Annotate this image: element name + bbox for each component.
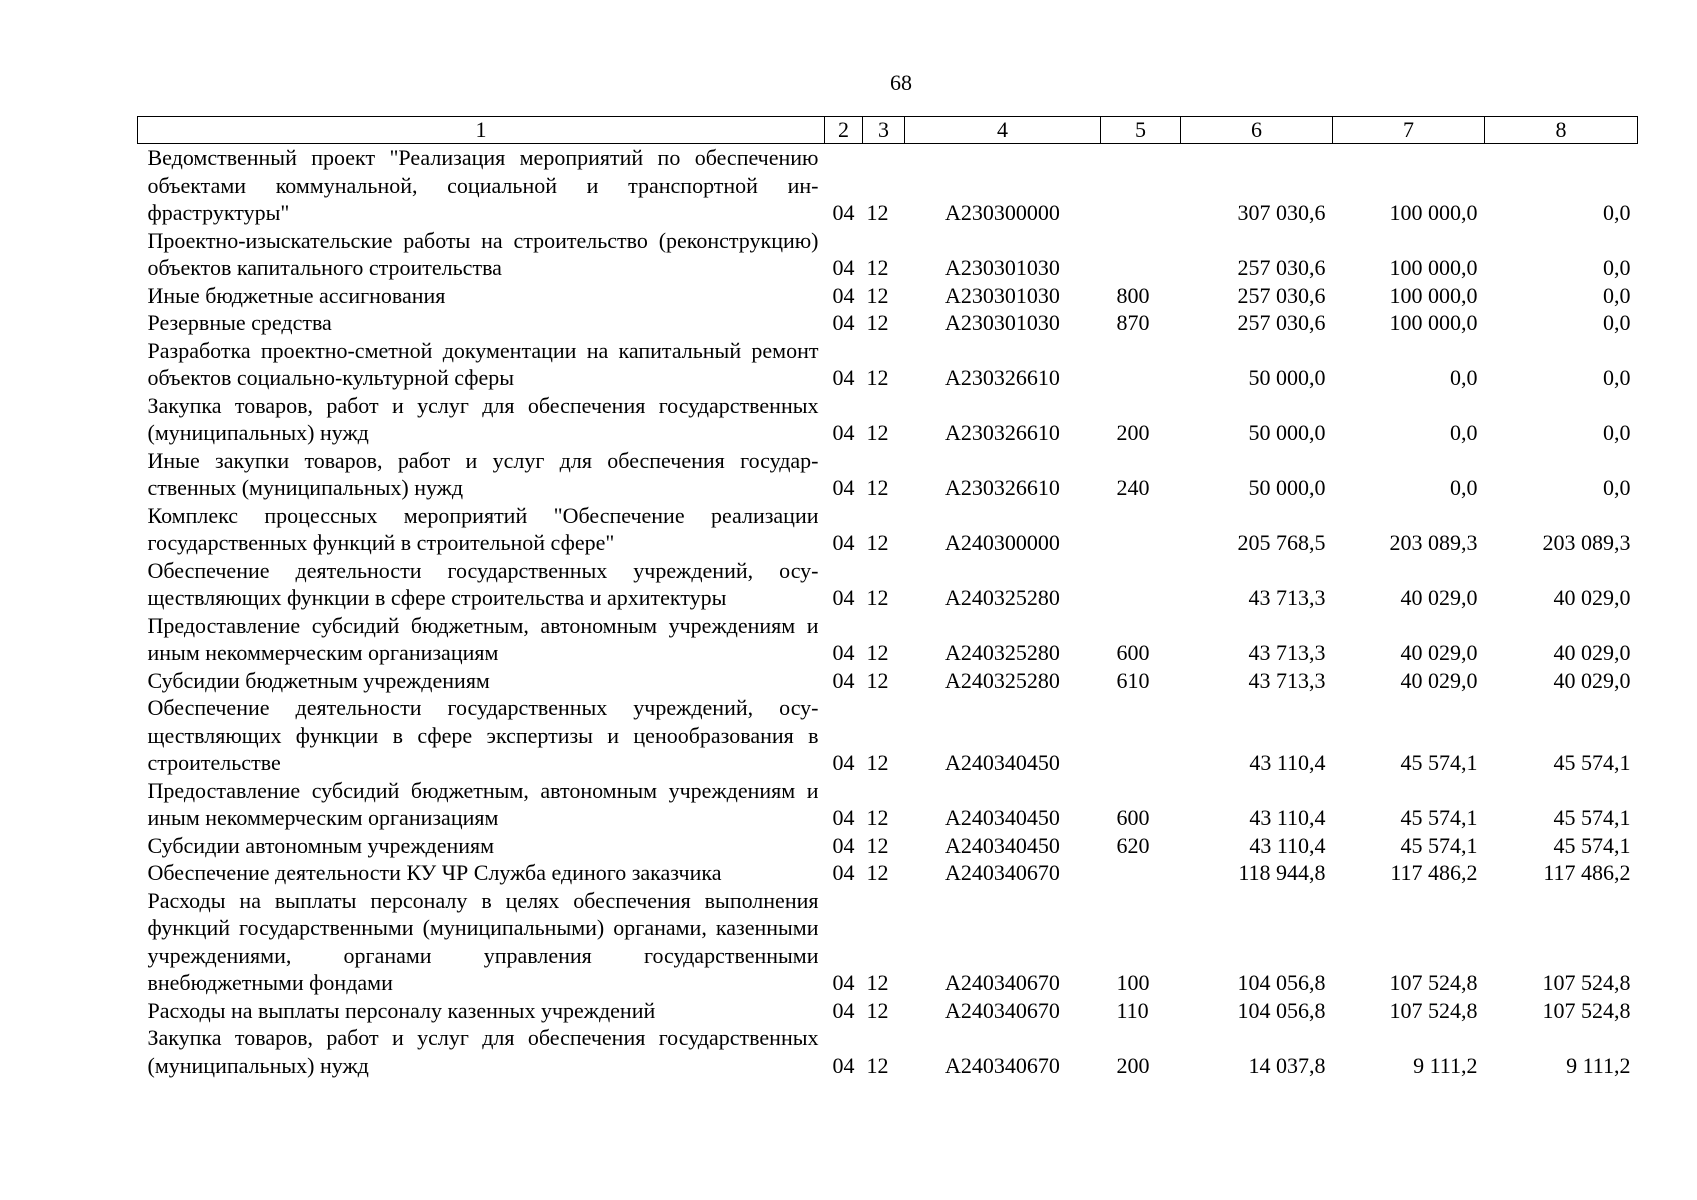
table-row [138,337,1638,392]
row-name: Субсидии автономным учреждениям [147,832,495,858]
table-row [138,447,1638,502]
amount-column-7: 117 486,2 [1390,860,1478,885]
row-name: Закупка товаров, работ и услуг для обеспечения государственных (муниципальных) нужд [147,1025,819,1078]
section-code: 04 [832,310,855,335]
subsection-code: 12 [866,420,889,445]
expense-type-code: 800 [1116,282,1150,308]
target-article-code: А230326610 [945,475,1060,500]
amount-column-7: 0,0 [1450,365,1478,390]
amount-column-7: 100 000,0 [1389,310,1478,335]
row-name: Расходы на выплаты персоналу в целях обеспечения выполнения функций государственными (муниципальными) органами, казенными учреждениями, органами управления государственными внебюджетными фондами [147,887,819,995]
row-name: Обеспечение деятельности государственных учреждений, осуществляющих функции в сфере экспертизы и ценообразования в строительстве [147,695,819,775]
subsection-code: 12 [866,365,889,390]
target-article-code: А230301030 [945,282,1060,308]
amount-column-7: 107 524,8 [1389,997,1478,1023]
column-number-4: 4 [905,117,1101,144]
expense-type-code: 200 [1116,420,1150,445]
amount-column-8: 0,0 [1603,310,1631,335]
amount-column-8: 0,0 [1603,475,1631,500]
amount-column-8: 117 486,2 [1543,860,1631,885]
amount-column-8: 0,0 [1603,365,1631,390]
table-row [138,997,1638,1025]
amount-column-6: 14 037,8 [1248,1052,1326,1078]
section-code: 04 [832,640,855,665]
row-name: Обеспечение деятельности государственных учреждений, осуществляющих функции в сфере строительства и архитектуры [147,557,819,610]
section-code: 04 [832,805,855,830]
budget-table [137,116,1638,1079]
row-name: Резервные средства [147,310,332,335]
amount-column-8: 45 574,1 [1553,805,1631,830]
target-article-code: А240340450 [945,750,1060,775]
amount-column-6: 43 713,3 [1248,585,1326,610]
section-code: 04 [832,1052,855,1078]
expense-type-code: 110 [1116,997,1149,1023]
row-name: Ведомственный проект "Реализация мероприятий по обеспечению объектами коммунальной, социальной и транспортной инфраструктуры" [147,145,819,225]
row-name: Иные закупки товаров, работ и услуг для обеспечения государственных (муниципальных) нужд [147,447,819,500]
target-article-code: А240340670 [945,970,1060,995]
section-code: 04 [832,530,855,555]
row-name: Субсидии бюджетным учреждениям [147,667,490,693]
amount-column-7: 0,0 [1450,475,1478,500]
expense-type-code [1101,227,1181,282]
amount-column-6: 50 000,0 [1248,420,1326,445]
table-row [138,392,1638,447]
subsection-code: 12 [866,640,889,665]
target-article-code: А240300000 [945,530,1060,555]
row-name: Разработка проектно-сметной документации на капитальный ремонт объектов социально-культурной сферы [147,337,819,390]
table-row [138,832,1638,860]
expense-type-code [1101,144,1181,227]
table-row [138,667,1638,695]
subsection-code: 12 [866,997,889,1023]
subsection-code: 12 [866,310,889,335]
amount-column-6: 307 030,6 [1237,200,1326,225]
column-number-1: 1 [138,117,825,144]
amount-column-8: 45 574,1 [1553,832,1631,858]
section-code: 04 [832,750,855,775]
amount-column-6: 104 056,8 [1237,997,1326,1023]
table-row [138,612,1638,667]
row-name: Закупка товаров, работ и услуг для обеспечения государственных (муниципальных) нужд [147,392,819,445]
section-code: 04 [832,282,855,308]
subsection-code: 12 [866,1052,889,1078]
target-article-code: А240340450 [945,832,1060,858]
expense-type-code: 200 [1116,1052,1150,1078]
amount-column-6: 257 030,6 [1237,255,1326,280]
section-code: 04 [832,365,855,390]
expense-type-code: 620 [1116,832,1150,858]
target-article-code: А240340450 [945,805,1060,830]
amount-column-6: 43 713,3 [1248,640,1326,665]
target-article-code: А230326610 [945,420,1060,445]
subsection-code: 12 [866,970,889,995]
section-code: 04 [832,860,855,885]
column-number-7: 7 [1333,117,1485,144]
table-row [138,144,1638,227]
section-code: 04 [832,585,855,610]
amount-column-8: 0,0 [1603,420,1631,445]
section-code: 04 [832,997,855,1023]
subsection-code: 12 [866,832,889,858]
amount-column-7: 45 574,1 [1400,832,1478,858]
section-code: 04 [832,667,855,693]
expense-type-code: 240 [1116,475,1150,500]
subsection-code: 12 [866,667,889,693]
row-name: Предоставление субсидий бюджетным, автономным учреждениям и иным некоммерческим организациям [147,612,819,665]
row-name: Обеспечение деятельности КУ ЧР Служба единого заказчика [147,860,722,885]
section-code: 04 [832,970,855,995]
amount-column-6: 43 110,4 [1249,750,1326,775]
subsection-code: 12 [866,750,889,775]
expense-type-code: 610 [1116,667,1150,693]
amount-column-8: 9 111,2 [1566,1052,1631,1078]
subsection-code: 12 [866,255,889,280]
column-number-8: 8 [1485,117,1638,144]
amount-column-6: 43 110,4 [1249,805,1326,830]
page-number: 68 [890,70,912,95]
expense-type-code [1101,337,1181,392]
amount-column-7: 40 029,0 [1400,585,1478,610]
amount-column-7: 0,0 [1450,420,1478,445]
table-row [138,887,1638,997]
table-row [138,309,1638,337]
expense-type-code [1101,859,1181,887]
amount-column-8: 40 029,0 [1553,585,1631,610]
amount-column-6: 205 768,5 [1237,530,1326,555]
amount-column-7: 100 000,0 [1389,282,1478,308]
target-article-code: А240325280 [945,585,1060,610]
target-article-code: А230300000 [945,200,1060,225]
row-name: Иные бюджетные ассигнования [147,282,446,308]
row-name: Расходы на выплаты персоналу казенных учреждений [147,997,656,1023]
subsection-code: 12 [866,282,889,308]
section-code: 04 [832,200,855,225]
target-article-code: А230301030 [945,255,1060,280]
column-number-3: 3 [863,117,905,144]
table-row [138,557,1638,612]
table-row [138,1024,1638,1079]
amount-column-7: 45 574,1 [1400,750,1478,775]
amount-column-6: 257 030,6 [1237,310,1326,335]
column-number-6: 6 [1181,117,1333,144]
expense-type-code: 870 [1116,310,1150,335]
amount-column-6: 43 110,4 [1249,832,1326,858]
subsection-code: 12 [866,860,889,885]
amount-column-6: 43 713,3 [1248,667,1326,693]
subsection-code: 12 [866,475,889,500]
section-code: 04 [832,475,855,500]
table-row [138,502,1638,557]
subsection-code: 12 [866,585,889,610]
expense-type-code: 600 [1116,640,1150,665]
target-article-code: А240340670 [945,997,1060,1023]
target-article-code: А240340670 [945,860,1060,885]
amount-column-7: 45 574,1 [1400,805,1478,830]
amount-column-8: 40 029,0 [1553,667,1631,693]
amount-column-7: 100 000,0 [1389,255,1478,280]
target-article-code: А240325280 [945,667,1060,693]
amount-column-7: 40 029,0 [1400,667,1478,693]
amount-column-7: 107 524,8 [1389,970,1478,995]
row-name: Предоставление субсидий бюджетным, автономным учреждениям и иным некоммерческим организациям [147,777,819,830]
section-code: 04 [832,420,855,445]
subsection-code: 12 [866,200,889,225]
amount-column-6: 118 944,8 [1238,860,1326,885]
table-row [138,227,1638,282]
table-row [138,694,1638,777]
table-row [138,777,1638,832]
expense-type-code [1101,557,1181,612]
row-name: Проектно-изыскательские работы на строительство (реконструкцию) объектов капитального строительства [147,227,819,280]
section-code: 04 [832,832,855,858]
target-article-code: А240325280 [945,640,1060,665]
amount-column-8: 0,0 [1603,255,1631,280]
amount-column-8: 0,0 [1603,200,1631,225]
subsection-code: 12 [866,530,889,555]
amount-column-6: 104 056,8 [1237,970,1326,995]
expense-type-code [1101,502,1181,557]
target-article-code: А230326610 [945,365,1060,390]
target-article-code: А240340670 [945,1052,1060,1078]
amount-column-7: 9 111,2 [1413,1052,1478,1078]
table-row [138,282,1638,310]
amount-column-8: 45 574,1 [1553,750,1631,775]
expense-type-code [1101,694,1181,777]
amount-column-6: 50 000,0 [1248,475,1326,500]
subsection-code: 12 [866,805,889,830]
table-body [138,144,1638,1080]
amount-column-8: 203 089,3 [1542,530,1631,555]
expense-type-code: 100 [1116,970,1150,995]
target-article-code: А230301030 [945,310,1060,335]
amount-column-8: 107 524,8 [1542,970,1631,995]
amount-column-6: 257 030,6 [1237,282,1326,308]
column-number-2: 2 [825,117,863,144]
amount-column-7: 100 000,0 [1389,200,1478,225]
section-code: 04 [832,255,855,280]
amount-column-6: 50 000,0 [1248,365,1326,390]
column-number-5: 5 [1101,117,1181,144]
amount-column-7: 40 029,0 [1400,640,1478,665]
amount-column-8: 0,0 [1603,282,1631,308]
column-number-row [138,117,1638,144]
amount-column-7: 203 089,3 [1389,530,1478,555]
amount-column-8: 40 029,0 [1553,640,1631,665]
row-name: Комплекс процессных мероприятий "Обеспечение реализации государственных функций в строительной сфере" [147,502,819,555]
table-row [138,859,1638,887]
table-header [138,117,1638,144]
amount-column-8: 107 524,8 [1542,997,1631,1023]
expense-type-code: 600 [1116,805,1150,830]
